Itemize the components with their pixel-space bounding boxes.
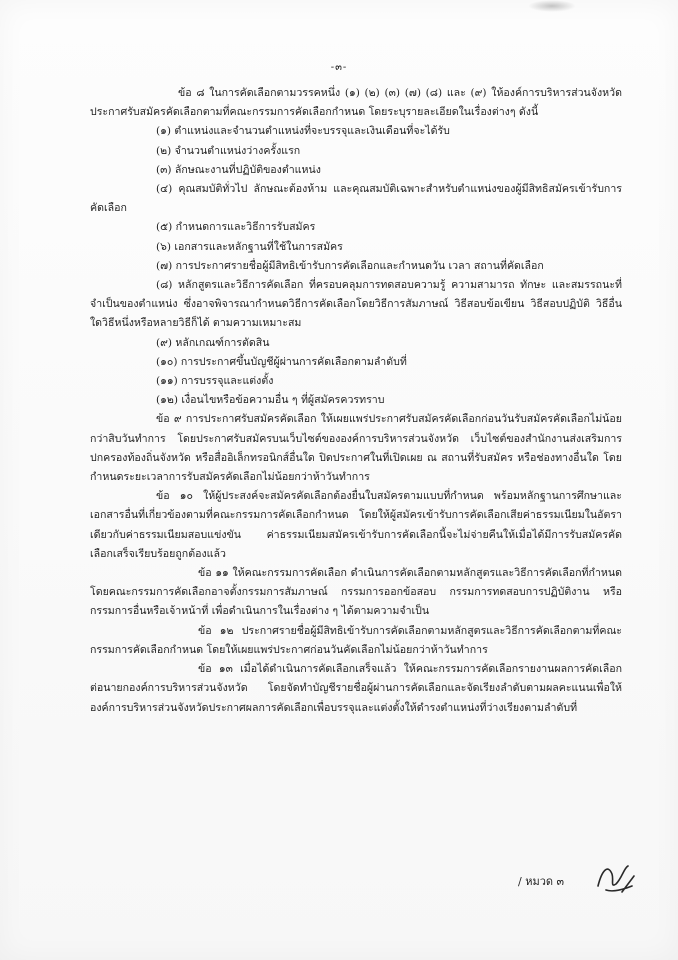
scan-smudge bbox=[528, 0, 576, 12]
section-8-item-9: (๙) หลักเกณฑ์การตัดสิน bbox=[156, 336, 270, 349]
section-8-item-4: (๔) คุณสมบัติทั่วไป ลักษณะต้องห้าม และคุณสมบัติเฉพาะสำหรับตำแหน่งของผู้มีสิทธิสมัครเข้ารับการคัดเลือก bbox=[90, 183, 622, 215]
document-body bbox=[90, 84, 622, 718]
section-8-item-7: (๗) การประกาศรายชื่อผู้มีสิทธิเข้ารับการคัดเลือกและกำหนดวัน เวลา สถานที่คัดเลือก bbox=[156, 259, 544, 272]
section-8-item-5: (๕) กำหนดการและวิธีการรับสมัคร bbox=[156, 221, 316, 234]
section-8-intro: ข้อ ๘ ในการคัดเลือกตามวรรคหนึ่ง (๑) (๒) (๓) (๗) (๘) และ (๙) ให้องค์การบริหารส่วนจังหวัดประกาศรับสมัครคัดเลือกตามที่คณะกรรมการคัดเลือกกำหนด โดยระบุรายละเอียดในเรื่องต่างๆ ดังนี้ bbox=[90, 87, 622, 119]
initials-signature bbox=[592, 856, 638, 900]
section-12: ข้อ ๑๒ ประกาศรายชื่อผู้มีสิทธิเข้ารับการคัดเลือกตามหลักสูตรและวิธีการคัดเลือกตามที่คณะกรรมการคัดเลือกกำหนด โดยให้เผยแพร่ประกาศก่อนวันคัดเลือกไม่น้อยกว่าห้าวันทำการ bbox=[90, 624, 622, 656]
section-8-item-12: (๑๒) เงื่อนไขหรือข้อความอื่น ๆ ที่ผู้สมัครควรทราบ bbox=[156, 394, 385, 407]
section-8-item-6: (๖) เอกสารและหลักฐานที่ใช้ในการสมัคร bbox=[156, 240, 343, 253]
section-8-item-2: (๒) จำนวนตำแหน่งว่างครั้งแรก bbox=[156, 144, 301, 157]
section-11: ข้อ ๑๑ ให้คณะกรรมการคัดเลือก ดำเนินการคัดเลือกตามหลักสูตรและวิธีการคัดเลือกที่กำหนด โดยคณะกรรมการคัดเลือกอาจตั้งกรรมการสัมภาษณ์ กรรมการออกข้อสอบ กรรมการทดสอบการปฏิบัติงาน หรือกรรมการอื่นหรือเจ้าหน้าที่ เพื่อดำเนินการในเรื่องต่าง ๆ ได้ตามความจำเป็น bbox=[90, 567, 622, 618]
section-8-item-8: (๘) หลักสูตรและวิธีการคัดเลือก ที่ครอบคลุมการทดสอบความรู้ ความสามารถ ทักษะ และสมรรถนะที่จำเป็นของตำแหน่ง ซึ่งอาจพิจารณากำหนดวิธีการคัดเลือกโดยวิธีการสัมภาษณ์ วิธีสอบข้อเขียน วิธีสอบปฏิบัติ วิธีอื่นใดวิธีหนึ่งหรือหลายวิธีก็ได้ ตามความเหมาะสม bbox=[90, 279, 622, 330]
page-number: -๓- bbox=[330, 62, 348, 73]
section-8-item-3: (๓) ลักษณะงานที่ปฏิบัติของตำแหน่ง bbox=[156, 163, 321, 176]
section-13: ข้อ ๑๓ เมื่อได้ดำเนินการคัดเลือกเสร็จแล้ว ให้คณะกรรมการคัดเลือกรายงานผลการคัดเลือกต่อนายกองค์การบริหารส่วนจังหวัด โดยจัดทำบัญชีรายชื่อผู้ผ่านการคัดเลือกและจัดเรียงลำดับตามผลคะแนนเพื่อให้องค์การบริหารส่วนจังหวัดประกาศผลการคัดเลือกเพื่อบรรจุและแต่งตั้งให้ดำรงตำแหน่งที่ว่างเรียงตามลำดับที่ bbox=[90, 663, 622, 714]
section-8-item-11: (๑๑) การบรรจุและแต่งตั้ง bbox=[156, 375, 274, 388]
section-8-item-10: (๑๐) การประกาศขึ้นบัญชีผู้ผ่านการคัดเลือกตามลำดับที่ bbox=[156, 355, 407, 368]
continuation-marker: / หมวด ๓ bbox=[518, 875, 565, 888]
section-9: ข้อ ๙ การประกาศรับสมัครคัดเลือก ให้เผยแพร่ประกาศรับสมัครคัดเลือกก่อนวันรับสมัครคัดเลือกไม่น้อยกว่าสิบวันทำการ โดยประกาศรับสมัครบนเว็บไซต์ขององค์การบริหารส่วนจังหวัด เว็บไซต์ของสำนักงานส่งเสริมการปกครองท้องถิ่นจังหวัด หรือสื่ออิเล็กทรอนิกส์อื่นใด ปิดประกาศในที่เปิดเผย ณ สถานที่รับสมัคร หรือช่องทางอื่นใด โดยกำหนดระยะเวลาการรับสมัครคัดเลือกไม่น้อยกว่าห้าวันทำการ bbox=[90, 413, 622, 484]
section-10: ข้อ ๑๐ ให้ผู้ประสงค์จะสมัครคัดเลือกต้องยื่นใบสมัครตามแบบที่กำหนด พร้อมหลักฐานการศึกษาและเอกสารอื่นที่เกี่ยวข้องตามที่คณะกรรมการคัดเลือกกำหนด โดยให้ผู้สมัครเข้ารับการคัดเลือกเสียค่าธรรมเนียมในอัตราเดียวกับค่าธรรมเนียมสอบแข่งขัน ค่าธรรมเนียมสมัครเข้ารับการคัดเลือกนี้จะไม่จ่ายคืนให้เมื่อได้มีการรับสมัครคัดเลือกเสร็จเรียบร้อยถูกต้องแล้ว bbox=[90, 490, 622, 560]
section-8-item-1: (๑) ตำแหน่งและจำนวนตำแหน่งที่จะบรรจุและเงินเดือนที่จะได้รับ bbox=[156, 125, 450, 138]
